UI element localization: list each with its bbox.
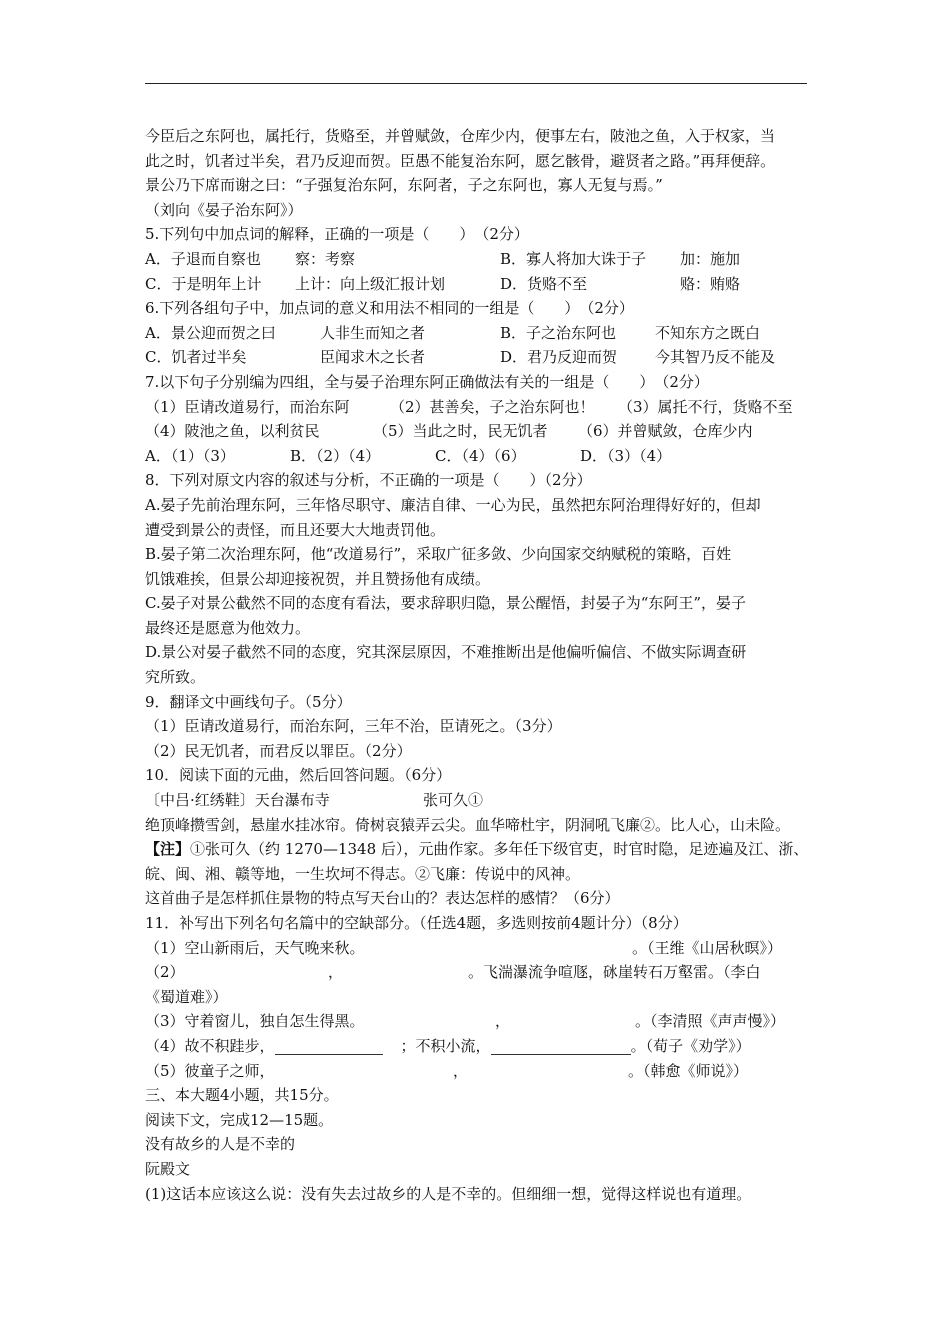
option-a: A．景公迎而贺之曰 [145, 323, 276, 342]
document-body [145, 124, 815, 1206]
essay-author: 阮殿文 [145, 1159, 191, 1178]
sentence-5: （5）当此之时，民无饥者 [373, 422, 548, 441]
option-a-pair: 人非生而知之者 [320, 323, 426, 342]
option-c: C．（4）（6） [435, 446, 526, 465]
text-line: 最终还是愿意为他效力。 [145, 618, 311, 637]
comma: ， [453, 1061, 469, 1080]
middle: ；不积小流， [400, 1036, 491, 1055]
question-7: 7.以下句子分别编为四组，全与晏子治理东阿正确做法有关的一组是（ ） （2分） [145, 372, 709, 391]
option-d: D．货赂不至 [500, 274, 588, 293]
source: 。（荀子《劝学》） [630, 1036, 751, 1055]
text-line: 饥饿难挨，但景公却迎接祝贺，并且赞扬他有成绩。 [145, 569, 491, 588]
option-d-pair: 今其智乃反不能及 [655, 348, 776, 367]
poem-title: 〔中吕·红绣鞋〕天台瀑布寺 [145, 791, 330, 810]
option-a: A．（1）（3） [145, 446, 235, 465]
q7-sentences-1 [145, 395, 815, 420]
option-a-gloss: 察：考察 [295, 249, 356, 268]
question-11: 11．补写出下列名句名篇中的空缺部分。（任选4题，多选则按前4题计分）（8分） [145, 914, 688, 932]
fill-line-3 [145, 1009, 815, 1034]
note-line [145, 837, 815, 862]
text-line: 《蜀道难》） [145, 987, 228, 1006]
prompt: （1）空山新雨后，天气晚来秋。 [145, 938, 365, 957]
text-line: 皖、闽、湘、赣等地，一生坎坷不得志。②飞廉：传说中的风神。 [145, 864, 581, 883]
sentence-1: （1）臣请改道易行，而治东阿 [145, 397, 350, 416]
text-line: 今臣后之东阿也，属托行，货赂至，并曾赋敛，仓库少内，便事左右，陂池之鱼，入于权家，当 [145, 127, 776, 145]
fill-line-4 [145, 1034, 815, 1059]
option-d-gloss: 赂：贿赂 [680, 274, 741, 293]
comma: ， [328, 963, 344, 982]
sentence-6: （6）并曾赋敛，仓库少内 [578, 422, 753, 441]
prompt: （3）守着窗儿，独自怎生得黑。 [145, 1012, 365, 1031]
question-5: 5.下列句中加点词的解释，正确的一项是（ ） （2分） [145, 225, 529, 244]
option-d: D．君乃反迎而贺 [500, 348, 618, 367]
option-a: A．子退而自察也 [145, 249, 261, 268]
text-line: 究所致。 [145, 668, 206, 687]
text-line: (1)这话本应该这么说：没有失去过故乡的人是不幸的。但细细一想，觉得这样说也有道理。 [145, 1184, 752, 1203]
option-b-gloss: 加：施加 [680, 249, 741, 268]
question-10: 10．阅读下面的元曲，然后回答问题。（6分） [145, 766, 452, 785]
prompt: （4）故不积跬步， [145, 1036, 275, 1055]
source-citation: （刘向《晏子治东阿》） [145, 200, 303, 219]
text-line: A.晏子先前治理东阿，三年恪尽职守、廉洁自律、一心为民，虽然把东阿治理得好好的，但却 [145, 495, 761, 514]
q6-options-cd [145, 345, 815, 370]
source: 。（李清照《声声慢》） [635, 1012, 786, 1031]
source: 。（王维《山居秋暝》） [632, 938, 783, 957]
source: 。（韩愈《师说》） [628, 1061, 749, 1080]
text-line: D.景公对晏子截然不同的态度，究其深层原因，不难推断出是他偏听偏信、不做实际调查研 [145, 643, 747, 662]
option-d: D．（3）（4） [580, 446, 672, 465]
q7-options [145, 444, 815, 469]
sentence-2: （2）甚善矣，子之治东阿也！ [390, 397, 595, 416]
q5-options-ab [145, 247, 815, 272]
text-line: C.晏子对景公截然不同的态度有看法，要求辞职归隐，景公醒悟，封晏子为“东阿王”，晏子 [145, 594, 747, 613]
question-9: 9．翻译文中画线句子。（5分） [145, 692, 352, 711]
essay-title: 没有故乡的人是不幸的 [145, 1135, 296, 1154]
text-line: 这首曲子是怎样抓住景物的特点写天台山的？表达怎样的感情？（6分） [145, 889, 620, 908]
option-c: C．于是明年上计 [145, 274, 262, 293]
text-line: 景公乃下席而谢之曰：“子强复治东阿，东阿者，子之东阿也，寡人无复与焉。” [145, 176, 663, 195]
fill-line-2 [145, 960, 815, 985]
sentence-4: （4）陂池之鱼，以利贫民 [145, 422, 320, 441]
option-b: B．子之治东阿也 [500, 323, 617, 342]
text-line: 遭受到景公的责怪，而且还要大大地责罚他。 [145, 520, 446, 539]
q6-options-ab [145, 321, 815, 346]
fill-line-1 [145, 936, 815, 961]
answer-blank[interactable] [491, 1039, 631, 1055]
text-line: 此之时，饥者过半矣，君乃反迎而贺。臣愚不能复治东阿，愿乞骸骨，避贤者之路。”再拜便辞。 [145, 151, 776, 170]
text-line: （1）臣请改道易行，而治东阿，三年不治，臣请死之。（3分） [145, 717, 562, 736]
poem-heading [145, 788, 815, 813]
poem-author: 张可久① [423, 791, 484, 810]
prompt: （5）彼童子之师， [145, 1061, 275, 1080]
q7-sentences-2 [145, 419, 815, 444]
comma: ， [495, 1012, 511, 1031]
text-line: 阅读下文，完成12—15题。 [145, 1110, 334, 1129]
option-b: B．（2）（4） [290, 446, 381, 465]
poem-text: 绝顶峰攒雪剑，悬崖水挂冰帘。倚树哀猿弄云尖。血华啼杜宇，阴洞吼飞廉②。比人心，山未险。 [145, 815, 791, 834]
q5-options-cd [145, 272, 815, 297]
fill-line-5 [145, 1059, 815, 1084]
question-6: 6.下列各组句子中，加点词的意义和用法不相同的一组是（ ） （2分） [145, 299, 634, 318]
answer-blank[interactable] [275, 1039, 383, 1055]
option-b: B．寡人将加大诛于子 [500, 249, 647, 268]
question-8: 8．下列对原文内容的叙述与分析，不正确的一项是（ ）（2分） [145, 471, 592, 490]
source: 。飞湍瀑流争喧豗，砯崖转石万壑雷。（李白 [468, 963, 761, 982]
text-line: （2）民无饥者，而君反以罪臣。（2分） [145, 741, 412, 760]
option-c: C．饥者过半矣 [145, 348, 247, 367]
note-label: 【注】 [145, 840, 191, 859]
prompt: （2） [145, 963, 185, 982]
option-c-pair: 臣闻求木之长者 [320, 348, 426, 367]
option-b-pair: 不知东方之既白 [655, 323, 761, 342]
section-heading: 三、本大题4小题，共15分。 [145, 1086, 339, 1105]
sentence-3: （3）属托不行，货赂不至 [618, 397, 793, 416]
note-text: ①张可久（约 1270—1348 后），元曲作家。多年任下级官吏，时官时隐，足迹遍及江、浙、 [190, 840, 809, 859]
text-line: B.晏子第二次治理东阿，他“改道易行”，采取广征多敛、少向国家交纳赋税的策略，百姓 [145, 545, 732, 564]
option-c-gloss: 上计：向上级汇报计划 [295, 274, 446, 293]
header-rule [145, 83, 807, 84]
